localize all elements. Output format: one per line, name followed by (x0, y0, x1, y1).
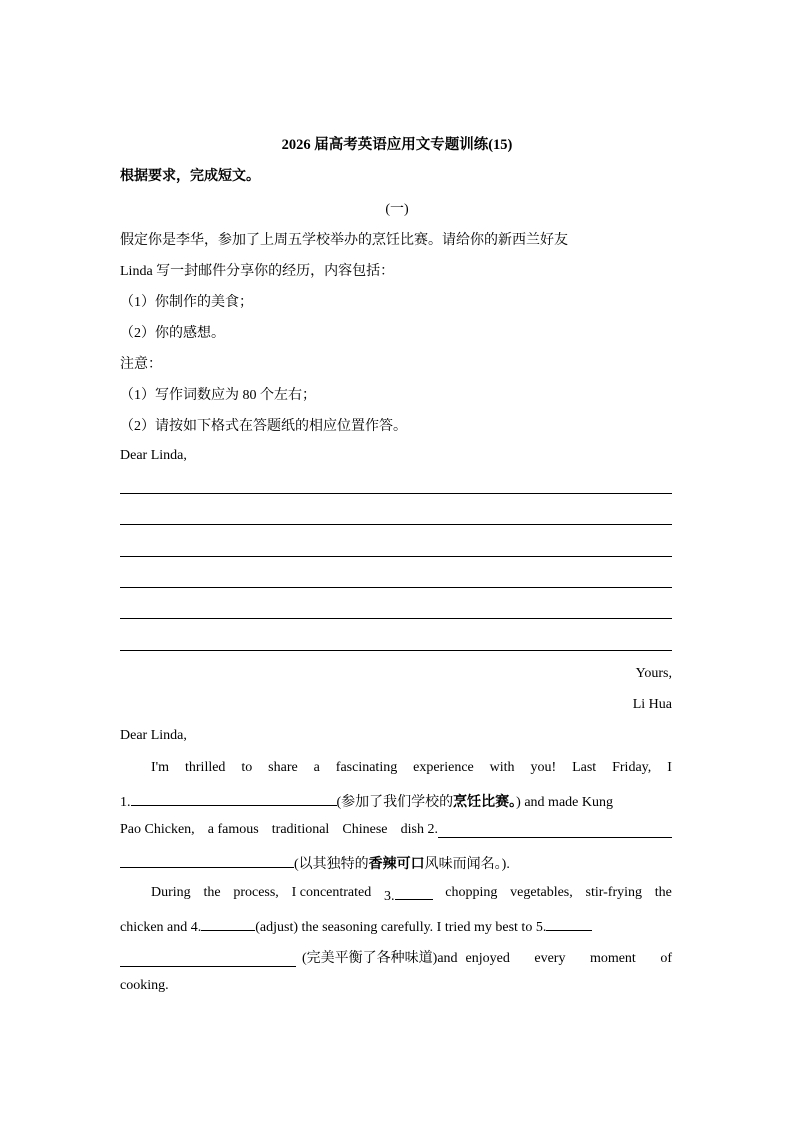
word: thrilled (185, 760, 226, 775)
template-closing: Yours, (635, 666, 672, 681)
prompt-point-2: （2）你的感想。 (120, 326, 225, 341)
word: every (534, 951, 566, 966)
word: vegetables, (510, 885, 573, 900)
word: of (660, 951, 672, 966)
note-1: （1）写作词数应为 80 个左右； (120, 388, 316, 403)
word: stir-frying (585, 885, 643, 900)
word: process, (233, 885, 279, 900)
word: share (268, 760, 298, 775)
word: you! (530, 760, 557, 775)
template-signature: Li Hua (632, 697, 672, 712)
word: a famous (207, 822, 259, 837)
passage-line3 (120, 822, 672, 838)
word: enjoyed (465, 951, 510, 966)
note-label: 注意： (120, 357, 162, 372)
q1-hint-bold: 烹饪比赛。 (453, 795, 517, 810)
prompt-point-1: （1）你制作的美食； (120, 295, 253, 310)
section-marker: (一) (385, 202, 409, 217)
passage-p1-line1 (151, 760, 672, 776)
q1-hint-tail: ) and made Kung (516, 795, 613, 810)
word: I'm (151, 760, 170, 775)
word: Chinese (342, 822, 388, 837)
word: Last (572, 760, 597, 775)
note-2: （2）请按如下格式在答题纸的相应位置作答。 (120, 419, 407, 434)
word: During (151, 885, 191, 900)
q1-hint: (参加了我们学校的 (336, 795, 454, 810)
instruction: 根据要求，完成短文。 (120, 169, 260, 184)
passage-p2-line1 (151, 885, 672, 905)
prompt-line-1: 假定你是李华，参加了上周五学校举办的烹饪比赛。请给你的新西兰好友 (120, 233, 568, 248)
word: chopping (445, 885, 498, 900)
word: moment (589, 951, 636, 966)
writing-line[interactable] (120, 524, 672, 525)
word: I concentrated (291, 885, 372, 900)
q2-hint-tail: 风味而闻名。). (424, 857, 510, 872)
word: I (667, 760, 672, 775)
template-greeting: Dear Linda, (120, 448, 187, 463)
word: Friday, (612, 760, 652, 775)
writing-line[interactable] (120, 493, 672, 494)
q3-number: 3. (384, 889, 395, 904)
word: Pao Chicken, (120, 822, 195, 837)
q1-number: 1. (120, 795, 131, 810)
word: the (654, 885, 672, 900)
passage-q2-line (120, 853, 672, 873)
q5-answer-blank-a[interactable] (546, 916, 592, 931)
writing-line[interactable] (120, 650, 672, 651)
q2-hint: (以其独特的 (294, 857, 369, 872)
word: dish 2. (400, 822, 438, 837)
q2-hint-bold: 香辣可口 (368, 857, 425, 872)
word: a (313, 760, 320, 775)
writing-line[interactable] (120, 587, 672, 588)
writing-line[interactable] (120, 618, 672, 619)
line6-text-b: (adjust) the seasoning carefully. I tried my best to 5. (255, 920, 547, 935)
page-title: 2026 届高考英语应用文专题训练(15) (281, 137, 513, 153)
q4-answer-blank[interactable] (201, 916, 255, 931)
q3-answer-blank[interactable] (395, 885, 433, 900)
word: traditional (271, 822, 330, 837)
word: fascinating (335, 760, 398, 775)
line6-text-a: chicken and 4. (120, 920, 202, 935)
passage-line7 (120, 947, 672, 967)
prompt-line-2: Linda 写一封邮件分享你的经历，内容包括： (120, 264, 395, 279)
writing-line[interactable] (120, 556, 672, 557)
passage-line8: cooking. (120, 978, 169, 993)
word: to (241, 760, 253, 775)
q5-answer-blank-b[interactable] (120, 952, 296, 967)
q5-hint: (完美平衡了各种味道)and (302, 951, 458, 966)
passage-line6 (120, 916, 672, 936)
q1-answer-blank[interactable] (131, 791, 337, 806)
passage-q1-line (120, 791, 672, 811)
q2-answer-blank-b[interactable] (120, 853, 294, 868)
word: experience (413, 760, 474, 775)
passage-greeting: Dear Linda, (120, 728, 187, 743)
word: the (203, 885, 221, 900)
q2-answer-blank-a[interactable] (438, 823, 672, 838)
word: with (489, 760, 515, 775)
